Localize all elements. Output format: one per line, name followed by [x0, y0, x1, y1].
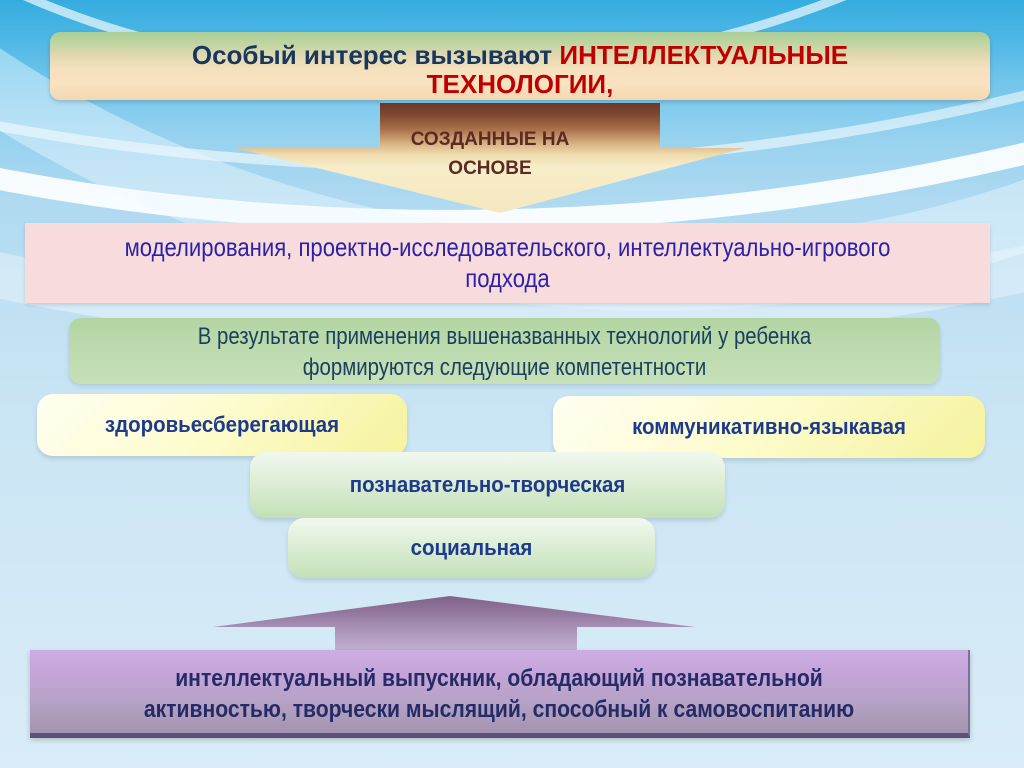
outcome-line-2: активностью, творчески мыслящий, способный к самовоспитанию	[143, 696, 855, 723]
result-line-1: В результате применения вышеназванных технологий у ребенка	[197, 323, 812, 350]
competency-label-communicative: коммуникативно-языкавая	[632, 414, 906, 439]
result-box	[69, 318, 940, 384]
title-banner	[50, 32, 990, 100]
approaches-line-1: моделирования, проектно-исследовательского, интеллектуально-игрового	[124, 232, 891, 262]
competency-box-cognitive	[250, 452, 725, 518]
approaches-box	[25, 223, 990, 303]
arrow-down-label: СОЗДАННЫЕ НА ОСНОВЕ	[410, 129, 570, 179]
competency-label-health: здоровьесберегающая	[104, 412, 340, 437]
arrow-up	[213, 596, 695, 658]
competency-label-cognitive: познавательно-творческая	[349, 472, 626, 497]
result-line-2: формируются следующие компетентности	[302, 354, 707, 381]
arrow-down-label-layer	[235, 103, 745, 213]
outcome-line-1: интеллектуальный выпускник, обладающий познавательной	[175, 665, 823, 692]
title-line-1	[50, 41, 990, 70]
competency-label-social: социальная	[410, 535, 533, 560]
title-highlight-2: ТЕХНОЛОГИИ,	[426, 69, 614, 99]
competency-box-social	[288, 518, 655, 578]
title-text: Особый интерес вызывают	[191, 40, 560, 70]
title-highlight-1: ИНТЕЛЛЕКТУАЛЬНЫЕ	[559, 40, 849, 70]
competency-box-communicative	[553, 396, 985, 458]
approaches-line-2: подхода	[465, 263, 550, 293]
outcome-box	[30, 650, 970, 738]
competency-box-health	[37, 394, 407, 456]
